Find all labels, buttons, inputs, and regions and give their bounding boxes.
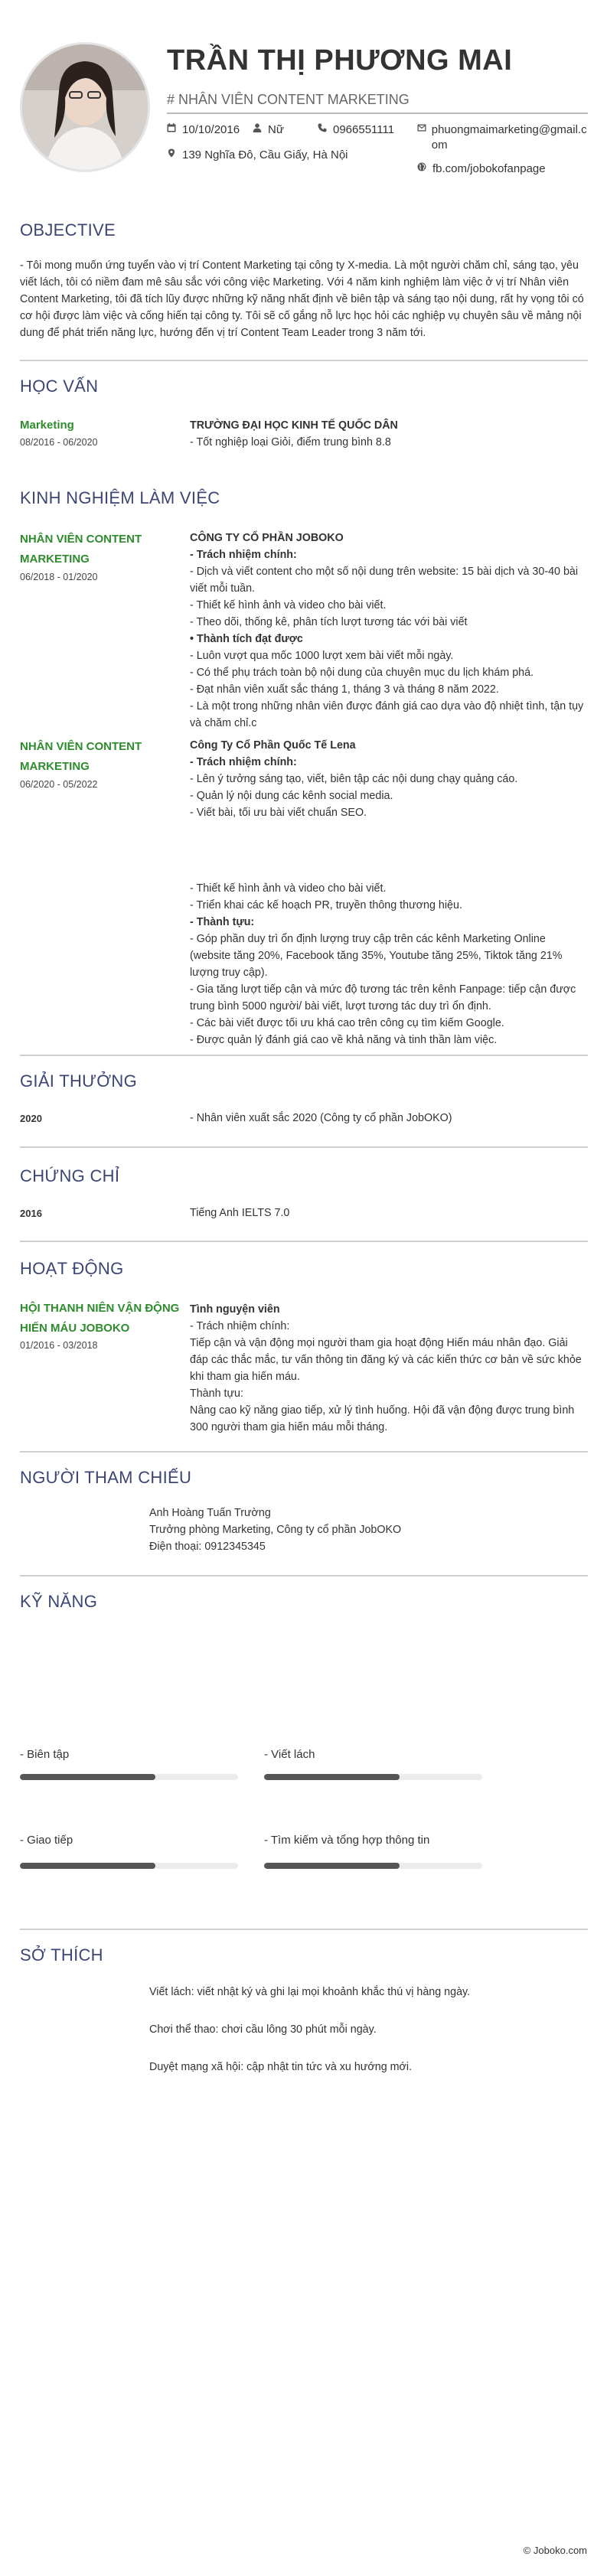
candidate-name: TRẦN THỊ PHƯƠNG MAI — [167, 44, 513, 77]
experience-line: - Là một trong những nhân viên được đánh giá cao dựa vào độ nhiệt tình, tận tụy và chăm chỉ.c — [190, 700, 584, 729]
section-divider — [20, 1929, 588, 1930]
skill-bar — [264, 1774, 482, 1780]
section-title-certificates: CHỨNG CHỈ — [20, 1166, 120, 1185]
interest-item: Chơi thể thao: chơi cầu lông 30 phút mỗi ngày. — [149, 2023, 377, 2036]
birthday-row — [167, 122, 240, 138]
section-divider — [20, 1575, 588, 1577]
activity-date: 01/2016 - 03/2018 — [20, 1340, 98, 1351]
education-school: TRƯỜNG ĐẠI HỌC KINH TẾ QUỐC DÂN — [190, 419, 398, 432]
website-value[interactable]: fb.com/jobokofanpage — [432, 162, 546, 175]
activity-line: Nâng cao kỹ năng giao tiếp, xử lý tình huống. Hội đã vận động được trung bình 300 người tham gia hiến máu mỗi tháng. — [190, 1404, 575, 1433]
activity-title: HỘI THANH NIÊN VẬN ĐỘNG HIẾN MÁU JOBOKO — [20, 1302, 180, 1335]
experience-lines — [190, 754, 584, 821]
education-date: 08/2016 - 06/2020 — [20, 437, 98, 448]
experience-line: - Lên ý tưởng sáng tạo, viết, biên tập các nội dung chạy quảng cáo. — [190, 773, 518, 785]
phone-icon — [318, 122, 330, 136]
activity-line: Tiếp cận và vận động mọi người tham gia hoạt động Hiến máu nhân đạo. Giải đáp các thắc mắc, tư vấn thông tin đăng ký và các kiến thức cơ bản về sức khỏe khi tham gia hiến máu. — [190, 1337, 582, 1383]
award-text: - Nhân viên xuất sắc 2020 (Công ty cổ phần JobOKO) — [190, 1112, 452, 1124]
experience-details — [190, 530, 584, 732]
calendar-icon — [167, 122, 179, 136]
education-detail: - Tốt nghiệp loại Giỏi, điểm trung bình 8.8 — [190, 436, 391, 448]
section-title-education: HỌC VẤN — [20, 377, 99, 396]
experience-line: - Thiết kế hình ảnh và video cho bài viết. — [190, 599, 387, 611]
section-divider — [20, 1055, 588, 1056]
skill-bar-fill — [20, 1863, 155, 1869]
experience-title: NHÂN VIÊN CONTENT MARKETING — [20, 740, 142, 773]
activity-line: Thành tựu: — [190, 1387, 243, 1400]
avatar — [20, 42, 150, 172]
experience-line: - Viết bài, tối ưu bài viết chuẩn SEO. — [190, 807, 367, 819]
section-title-objective: OBJECTIVE — [20, 220, 116, 240]
interest-item: Duyệt mạng xã hội: cập nhật tin tức và xu hướng mới. — [149, 2061, 413, 2073]
location-icon — [167, 148, 179, 161]
reference-details — [149, 1505, 401, 1555]
skill-name: - Giao tiếp — [20, 1834, 73, 1847]
experience-line: - Góp phần duy trì ổn định lượng truy cập trên các kênh Marketing Online (website tăng 20%, Facebook tăng 35%, Youtube tăng 25%, Tiktok tăng 21% lượng truy cập). — [190, 933, 563, 979]
phone-value: 0966551111 — [333, 123, 395, 136]
experience-line: - Đạt nhân viên xuất sắc tháng 1, tháng 3 và tháng 8 năm 2022. — [190, 683, 499, 696]
section-title-awards: GIẢI THƯỞNG — [20, 1071, 138, 1091]
experience-details-continued — [190, 880, 584, 1048]
award-year: 2020 — [20, 1113, 42, 1124]
skill-name: - Tìm kiếm và tổng hợp thông tin — [264, 1834, 430, 1847]
phone-row — [318, 122, 394, 138]
experience-line: - Gia tăng lượt tiếp cận và mức độ tương tác trên kênh Fanpage: tiếp cận được trung bình 5000 người/ bài viết, lượt tương tác duy trì ổn định. — [190, 983, 576, 1012]
experience-line: - Theo dõi, thống kê, phân tích lượt tương tác với bài viết — [190, 616, 468, 628]
skill-name: - Biên tập — [20, 1748, 70, 1761]
experience-line: - Thành tựu: — [190, 916, 255, 928]
skill-bar — [264, 1863, 482, 1869]
experience-title: NHÂN VIÊN CONTENT MARKETING — [20, 533, 142, 566]
user-icon — [253, 122, 265, 136]
section-title-activities: HOẠT ĐỘNG — [20, 1259, 124, 1278]
experience-line: • Thành tích đạt được — [190, 633, 303, 645]
skill-bar-fill — [264, 1774, 400, 1780]
candidate-position: # NHÂN VIÊN CONTENT MARKETING — [167, 92, 410, 107]
experience-lines — [190, 546, 584, 732]
experience-line: - Các bài viết được tối ưu khá cao trên công cụ tìm kiếm Google. — [190, 1017, 504, 1029]
experience-company: Công Ty Cổ Phần Quốc Tế Lena — [190, 739, 356, 752]
section-divider — [20, 1451, 588, 1453]
skill-bar — [20, 1774, 238, 1780]
footer-copyright[interactable]: © Joboko.com — [523, 2545, 587, 2556]
skill-bar — [20, 1863, 238, 1869]
experience-line: - Dịch và viết content cho một số nội dung trên website: 15 bài dịch và 30-40 bài viết mỗi tuần. — [190, 566, 579, 595]
experience-company: CÔNG TY CỔ PHẦN JOBOKO — [190, 532, 344, 544]
section-divider — [20, 1146, 588, 1148]
experience-line: - Luôn vượt qua mốc 1000 lượt xem bài viết mỗi ngày. — [190, 650, 454, 662]
experience-line: - Trách nhiệm chính: — [190, 756, 297, 768]
avatar-photo-icon — [22, 44, 148, 170]
experience-line: - Trách nhiệm chính: — [190, 549, 297, 561]
experience-date: 06/2018 - 01/2020 — [20, 572, 98, 582]
experience-line: - Triển khai các kế hoạch PR, truyền thông thương hiệu. — [190, 899, 462, 911]
website-row — [417, 161, 546, 177]
experience-details — [190, 737, 584, 821]
email-icon — [417, 122, 429, 136]
certificate-text: Tiếng Anh IELTS 7.0 — [190, 1207, 290, 1219]
section-title-skills: KỸ NĂNG — [20, 1592, 98, 1611]
experience-date: 06/2020 - 05/2022 — [20, 779, 98, 790]
birthday-value: 10/10/2016 — [182, 123, 240, 136]
activity-line: - Trách nhiệm chính: — [190, 1320, 290, 1332]
experience-line: - Quản lý nội dung các kênh social media. — [190, 790, 393, 802]
section-title-interests: SỞ THÍCH — [20, 1945, 103, 1965]
email-value[interactable]: phuongmaimarketing@gmail.com — [431, 123, 587, 152]
section-title-references: NGƯỜI THAM CHIẾU — [20, 1468, 192, 1487]
experience-line: - Có thể phụ trách toàn bộ nội dung của chuyên mục du lịch khám phá. — [190, 667, 534, 679]
reference-name: Anh Hoàng Tuấn Trường — [149, 1507, 271, 1519]
reference-phone: Điện thoại: 0912345345 — [149, 1541, 266, 1553]
address-value: 139 Nghĩa Đô, Cầu Giấy, Hà Nội — [182, 148, 348, 161]
activity-details — [190, 1301, 588, 1436]
cv-header — [0, 0, 607, 191]
skill-name: - Viết lách — [264, 1748, 315, 1761]
address-row — [167, 148, 348, 163]
globe-icon — [417, 161, 429, 175]
section-title-experience: KINH NGHIỆM LÀM VIỆC — [20, 488, 220, 507]
email-row — [417, 122, 589, 153]
gender-value: Nữ — [268, 123, 284, 136]
activity-role: Tình nguyện viên — [190, 1303, 280, 1316]
objective-text: - Tôi mong muốn ứng tuyển vào vị trí Content Marketing tại công ty X-media. Là một người chăm chỉ, sáng tạo, yêu viết lách, tôi có niềm đam mê sâu sắc với công việc Marketing. Với 4 năm kinh nghiệm làm việc ở vị trí Nhân viên Content Marketing, tôi đã tích lũy được những kỹ năng nhất định về biên tập và sáng tạo nội dung, rất hy vọng tôi có cơ hội được làm việc và cống hiến tại công ty. Tôi sẽ cố gắng nỗ lực học hỏi các nghiệp vụ chuyên sâu về mảng nội dung để phát triển năng lực, hướng đến vị trí Content Team Leader trong 3 năm tới. — [20, 259, 584, 339]
section-divider — [20, 1241, 588, 1242]
certificate-year: 2016 — [20, 1208, 42, 1219]
experience-lines — [190, 880, 584, 1048]
experience-line: - Thiết kế hình ảnh và video cho bài viết. — [190, 882, 387, 895]
gender-row — [253, 122, 284, 138]
header-divider — [167, 112, 588, 114]
section-divider — [20, 360, 588, 361]
skill-bar-fill — [264, 1863, 400, 1869]
interest-item: Viết lách: viết nhật ký và ghi lại mọi khoảnh khắc thú vị hàng ngày. — [149, 1986, 471, 1998]
skill-bar-fill — [20, 1774, 155, 1780]
education-major: Marketing — [20, 419, 74, 432]
experience-line: - Được quản lý đánh giá cao về khả năng và tinh thần làm việc. — [190, 1034, 498, 1046]
reference-position: Trưởng phòng Marketing, Công ty cổ phần JobOKO — [149, 1524, 402, 1536]
